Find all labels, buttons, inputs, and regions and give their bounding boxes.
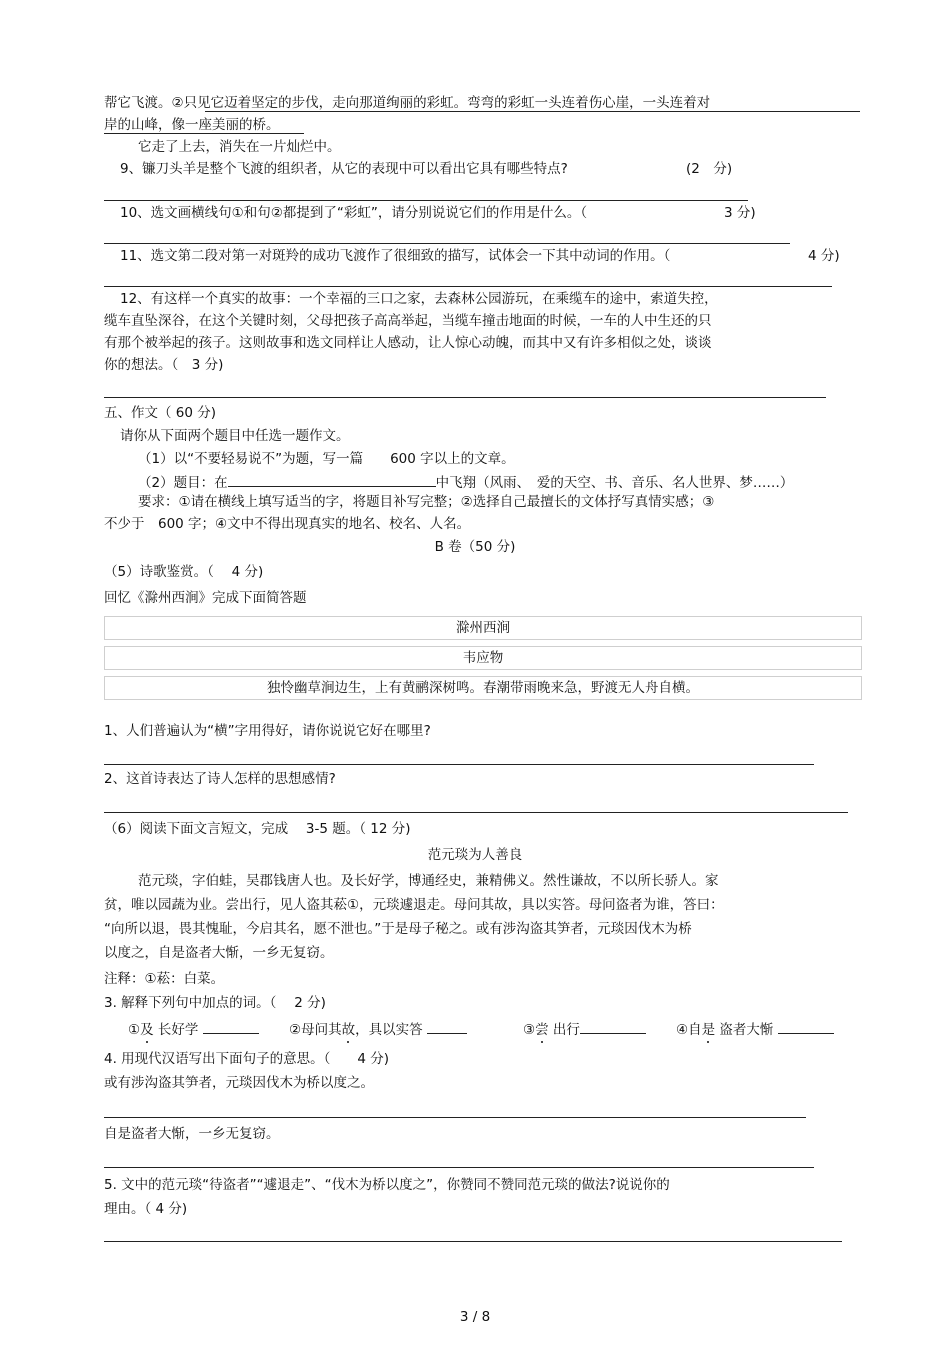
answer-line-poem-1[interactable] bbox=[104, 764, 814, 765]
answer-line-q12[interactable] bbox=[104, 397, 826, 398]
question-3-item-1: ①及 长好学 bbox=[128, 1019, 259, 1039]
classical-paragraph-1: 范元琰，字伯蛙，吴郡钱唐人也。及长好学，博通经史，兼精佛义。然性谦故，不以所长骄人。家 bbox=[138, 873, 719, 889]
classical-paragraph-4: 以度之，自是盗者大惭，一乡无复窃。 bbox=[104, 945, 334, 961]
answer-blank-3-4[interactable] bbox=[778, 1019, 834, 1034]
answer-line-q4-1[interactable] bbox=[104, 1117, 806, 1118]
poem-question-1: 1、人们普遍认为“横”字用得好，请你说说它好在哪里? bbox=[104, 723, 431, 739]
poem-text: 独怜幽草涧边生，上有黄鹂深树鸣。春潮带雨晚来急，野渡无人舟自横。 bbox=[267, 680, 699, 696]
passage-line-2: 岸的山峰，像一座美丽的桥。 bbox=[104, 117, 280, 133]
poem-author-row bbox=[104, 646, 862, 670]
essay-option-2-suffix: 中飞翔（风雨、 爱的天空、书、音乐、名人世界、梦……） bbox=[435, 475, 794, 491]
question-10: 10、选文画横线句①和句②都提到了“彩虹”，请分别说说它们的作用是什么。（ bbox=[120, 205, 588, 221]
poem-intro: 回忆《滁州西涧》完成下面简答题 bbox=[104, 590, 307, 606]
answer-blank-3-1[interactable] bbox=[203, 1019, 259, 1034]
classical-heading: （6）阅读下面文言短文，完成 3-5 题。（ 12 分) bbox=[104, 821, 411, 837]
passage-underline-2 bbox=[104, 133, 304, 134]
classical-note: 注释：①菘：白菜。 bbox=[104, 971, 225, 987]
essay-option-2 bbox=[138, 472, 793, 492]
answer-line-q9[interactable] bbox=[104, 200, 748, 201]
essay-heading: 五、作文（ 60 分) bbox=[104, 405, 217, 421]
question-3-item-2: ②母问其故，具以实答 bbox=[289, 1019, 467, 1039]
answer-blank-3-3[interactable] bbox=[580, 1019, 646, 1034]
passage-line-3: 它走了上去，消失在一片灿烂中。 bbox=[138, 139, 341, 155]
essay-option-2-prefix: （2）题目：在 bbox=[138, 475, 228, 491]
poem-title: 滁州西涧 bbox=[456, 620, 510, 636]
section-b-title: B 卷（50 分) bbox=[434, 539, 516, 555]
question-11: 11、选文第二段对第一对斑羚的成功飞渡作了很细致的描写，试体会一下其中动词的作用。（ bbox=[120, 248, 671, 264]
classical-paragraph-2: 贫，唯以园蔬为业。尝出行，见人盗其菘①，元琰遽退走。母问其故，具以实答。母问盗者为谁，答曰： bbox=[104, 897, 724, 913]
answer-line-q10[interactable] bbox=[104, 243, 790, 244]
question-3-item-4: ④自是 盗者大惭 bbox=[676, 1019, 834, 1039]
question-11-score: 4 分) bbox=[808, 248, 840, 264]
question-4-sentence-2: 自是盗者大惭，一乡无复窃。 bbox=[104, 1126, 280, 1142]
question-5-line-2: 理由。（ 4 分) bbox=[104, 1201, 188, 1217]
answer-line-q5[interactable] bbox=[104, 1241, 842, 1242]
question-3: 3. 解释下列句中加点的词。（ 2 分) bbox=[104, 995, 326, 1011]
question-3-item-3: ③尝 出行 bbox=[523, 1019, 646, 1039]
classical-paragraph-3: “向所以退，畏其愧耻，今启其名，愿不泄也。”于是母子秘之。或有涉沟盗其笋者，元琰因伐木为桥 bbox=[104, 921, 692, 937]
question-12-line-1: 12、有这样一个真实的故事：一个幸福的三口之家，去森林公园游玩，在乘缆车的途中，索道失控， bbox=[120, 291, 718, 307]
answer-blank-3-2[interactable] bbox=[427, 1019, 467, 1034]
answer-line-q4-2[interactable] bbox=[104, 1167, 814, 1168]
passage-line-1: 帮它飞渡。②只见它迈着坚定的步伐，走向那道绚丽的彩虹。弯弯的彩虹一头连着伤心崖，一头连着对 bbox=[104, 95, 711, 111]
essay-requirements-line-1: 要求：①请在横线上填写适当的字，将题目补写完整；②选择自己最擅长的文体抒写真情实感；③ bbox=[138, 494, 715, 510]
question-9: 9、镰刀头羊是整个飞渡的组织者，从它的表现中可以看出它具有哪些特点? bbox=[120, 161, 568, 177]
question-12-line-3: 有那个被举起的孩子。这则故事和选文同样让人感动，让人惊心动魄，而其中又有许多相似之处，谈谈 bbox=[104, 335, 712, 351]
question-4: 4. 用现代汉语写出下面句子的意思。（ 4 分) bbox=[104, 1051, 390, 1067]
question-9-score: (2 分) bbox=[686, 161, 733, 177]
poem-text-row bbox=[104, 676, 862, 700]
question-12-line-4: 你的想法。（ 3 分) bbox=[104, 357, 224, 373]
essay-requirements-line-2: 不少于 600 字；④文中不得出现真实的地名、校名、人名。 bbox=[104, 516, 471, 532]
essay-title-blank[interactable] bbox=[228, 472, 436, 487]
answer-line-q11[interactable] bbox=[104, 286, 832, 287]
essay-intro: 请你从下面两个题目中任选一题作文。 bbox=[120, 428, 350, 444]
passage-underline-1 bbox=[205, 111, 860, 112]
question-10-score: 3 分) bbox=[724, 205, 756, 221]
page-number: 3 / 8 bbox=[459, 1309, 491, 1325]
classical-title: 范元琰为人善良 bbox=[427, 847, 523, 863]
poem-title-row bbox=[104, 616, 862, 640]
question-4-sentence-1: 或有涉沟盗其笋者，元琰因伐木为桥以度之。 bbox=[104, 1075, 374, 1091]
question-5-line-1: 5. 文中的范元琰“待盗者”“遽退走”、“伐木为桥以度之”，你赞同不赞同范元琰的做法?说说你的 bbox=[104, 1177, 670, 1193]
question-12-line-2: 缆车直坠深谷，在这个关键时刻，父母把孩子高高举起，当缆车撞击地面的时候，一车的人中生还的只 bbox=[104, 313, 712, 329]
poem-heading: （5）诗歌鉴赏。（ 4 分) bbox=[104, 564, 264, 580]
poem-author: 韦应物 bbox=[462, 650, 504, 666]
answer-line-poem-2[interactable] bbox=[104, 812, 848, 813]
essay-option-1: （1）以“不要轻易说不”为题，写一篇 600 字以上的文章。 bbox=[138, 451, 515, 467]
poem-question-2: 2、这首诗表达了诗人怎样的思想感情? bbox=[104, 771, 336, 787]
